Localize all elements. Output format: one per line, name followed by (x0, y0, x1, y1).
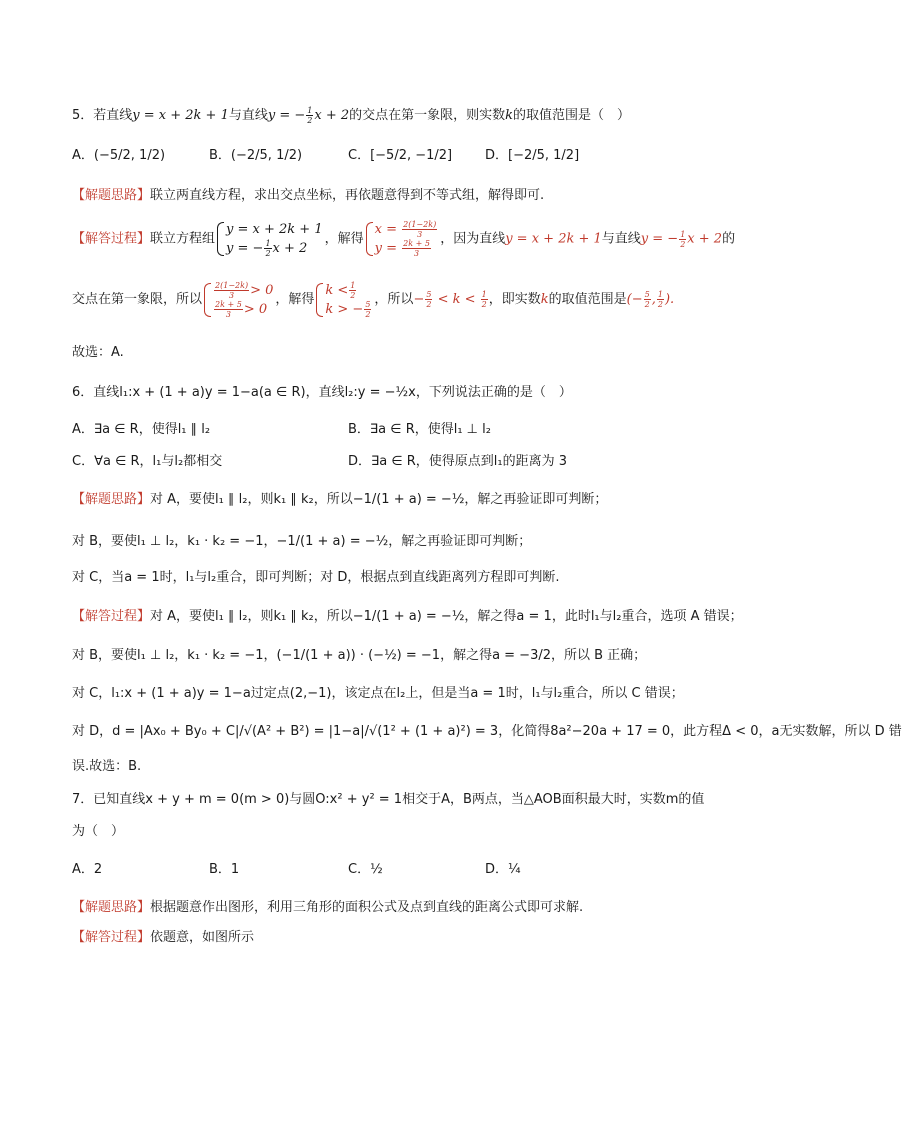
q7-option-b[interactable]: B．1 (209, 862, 240, 877)
q5-process-line1: 【解答过程】联立方程组 y = x + 2k + 1 y = − $\frac{1}{2}$ x + 2 ，解得 x = $\frac{2(1-2k)}{3}$ y = $\frac{2k + 5}{3}$ ，因为直线y = x + 2k + 1与直线y = − $\frac{1}{2}$ x + 2的 (72, 220, 736, 258)
q6-process-2: 对 B，要使l₁ ⊥ l₂，k₁ · k₂ = −1，(−1/(1 + a)) · (−½) = −1，解之得a = −3/2，所以 B 正确； (72, 648, 647, 663)
q6-option-b[interactable]: B．∃a ∈ R，使得l₁ ⊥ l₂ (348, 422, 491, 437)
q6-process-4: 对 D，d = |Ax₀ + By₀ + C|/√(A² + B²) = |1−a|/√(1² + (1 + a)²) = 3，化简得8a²−20a + 17 = 0，此方程Δ < 0，a无实数解，所以 D 错 (72, 724, 902, 739)
q7-option-a[interactable]: A．2 (72, 862, 103, 877)
q6-stem: 6．直线l₁:x + (1 + a)y = 1−a(a ∈ R)，直线l₂:y = −½x，下列说法正确的是（ ） (72, 385, 572, 400)
q5-system: y = x + 2k + 1 y = − $\frac{1}{2}$ x + 2 (217, 220, 323, 258)
q5-option-b[interactable]: B．(−2/5, 1/2) (209, 148, 303, 163)
q6-process-3: 对 C，l₁:x + (1 + a)y = 1−a过定点(2,−1)，该定点在l₂上，但是当a = 1时，l₁与l₂重合，所以 C 错误； (72, 686, 684, 701)
q5-solution: x = $\frac{2(1-2k)}{3}$ y = $\frac{2k + 5}{3}$ (366, 220, 439, 258)
q5-process-line2: 交点在第一象限，所以 $\frac{2(1-2k)}{3}$ > 0 $\frac{2k + 5}{3}$ > 0 ，解得 k < $\frac{1}{2}$ k > − $\frac{5}{2}$ ，所以− $\frac{5}{2}$ < k < $\frac{1}{2}$ ，即实数k的取值范围是(− $\frac{5}{2}$ , $\frac{1}{2}$ ). (72, 280, 675, 319)
q6-option-d[interactable]: D．∃a ∈ R，使得原点到l₁的距离为 3 (348, 454, 568, 469)
q5-option-a[interactable]: A．(−5/2, 1/2) (72, 148, 166, 163)
q5-range-system: k < $\frac{1}{2}$ k > − $\frac{5}{2}$ (316, 281, 372, 319)
q6-option-a[interactable]: A．∃a ∈ R，使得l₁ ∥ l₂ (72, 422, 211, 437)
q7-stem-2: 为（ ） (72, 824, 125, 839)
q7-process: 【解答过程】依题意，如图所示 (72, 930, 255, 945)
q7-option-d[interactable]: D．¼ (485, 862, 521, 877)
q5-inequalities: $\frac{2(1-2k)}{3}$ > 0 $\frac{2k + 5}{3}$ > 0 (204, 281, 273, 319)
q5-thinking: 【解题思路】联立两直线方程，求出交点坐标，再依题意得到不等式组，解得即可. (72, 188, 545, 203)
q5-answer: 故选：A. (72, 345, 124, 360)
q7-thinking: 【解题思路】根据题意作出图形，利用三角形的面积公式及点到直线的距离公式即可求解. (72, 900, 584, 915)
q7-option-c[interactable]: C．½ (348, 862, 383, 877)
q6-process-1: 【解答过程】对 A，要使l₁ ∥ l₂，则k₁ ∥ k₂，所以−1/(1 + a) = −½，解之得a = 1，此时l₁与l₂重合，选项 A 错误； (72, 609, 743, 624)
q5-option-c[interactable]: C．[−5/2, −1/2] (348, 148, 453, 163)
q6-thinking-3: 对 C，当a = 1时，l₁与l₂重合，即可判断；对 D，根据点到直线距离列方程即可判断. (72, 570, 560, 585)
q6-option-c[interactable]: C．∀a ∈ R，l₁与l₂都相交 (72, 454, 223, 469)
q6-thinking-1: 【解题思路】对 A，要使l₁ ∥ l₂，则k₁ ∥ k₂，所以−1/(1 + a) = −½，解之再验证即可判断； (72, 492, 608, 507)
q6-process-5: 误.故选：B. (72, 759, 142, 774)
q7-stem-1: 7．已知直线x + y + m = 0(m > 0)与圆O:x² + y² = 1相交于A，B两点，当△AOB面积最大时，实数m的值 (72, 792, 705, 807)
q5-option-d[interactable]: D．[−2/5, 1/2] (485, 148, 580, 163)
q5-stem: 5．若直线y = x + 2k + 1与直线y = − $\frac{1}{2}$ x + 2的交点在第一象限，则实数k的取值范围是（ ） (72, 106, 631, 125)
q6-thinking-2: 对 B，要使l₁ ⊥ l₂，k₁ · k₂ = −1，−1/(1 + a) = −½，解之再验证即可判断； (72, 534, 532, 549)
